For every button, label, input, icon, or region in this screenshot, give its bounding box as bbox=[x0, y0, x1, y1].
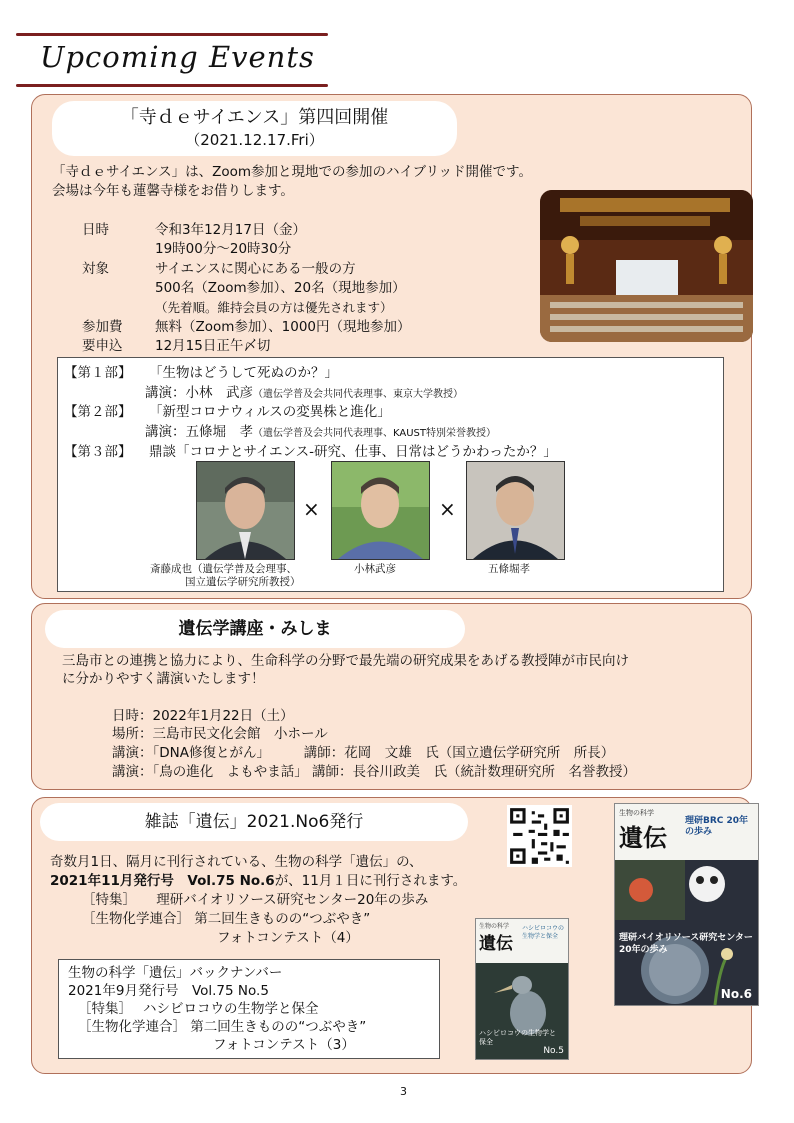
program-lecturer bbox=[145, 384, 463, 404]
event-detail-line: 講演：「DNA修復とがん」 講師：花岡 文雄 氏（国立遺伝学研究所 所長） bbox=[112, 745, 615, 761]
cover-issue: No.6 bbox=[720, 987, 752, 1001]
magazine-intro bbox=[50, 872, 466, 891]
program-part-title: 鼎談「コロナとサイエンス-研究、仕事、日常はどうかわったか？」 bbox=[149, 444, 557, 460]
magazine-item: フォトコンテスト（4） bbox=[82, 930, 359, 946]
program-part-label: 【第２部】 bbox=[64, 404, 132, 420]
detail-value: 12月15日正午〆切 bbox=[155, 338, 271, 354]
program-part-label: 【第３部】 bbox=[64, 444, 132, 460]
event-intro-line: 「寺ｄｅサイエンス」は、Zoom参加と現地での参加のハイブリッド開催です。 bbox=[52, 164, 532, 180]
detail-value: サイエンスに関心にある一般の方 bbox=[155, 261, 356, 277]
program-part-title: 「生物はどうして死ぬのか？」 bbox=[149, 365, 338, 381]
cover-feature: 理研バイオリソース研究センター20年の歩み bbox=[619, 933, 753, 955]
event-date: （2021.12.17.Fri） bbox=[185, 131, 324, 149]
cover-series: 生物の科学 bbox=[479, 923, 510, 930]
cover-title: 遺伝 bbox=[619, 824, 667, 852]
lecturer-affiliation: （遺伝学普及会共同代表理事、東京大学教授） bbox=[253, 389, 463, 400]
page-number: 3 bbox=[400, 1085, 407, 1098]
magazine-cover-no6 bbox=[614, 803, 759, 1006]
detail-value: 19時00分～20時30分 bbox=[155, 241, 292, 257]
temple-photo bbox=[540, 190, 753, 342]
program-lecturer bbox=[145, 423, 496, 443]
event-detail-line: 講演：「鳥の進化 よもやま話」 講師：長谷川政美 氏（統計数理研究所 名誉教授） bbox=[112, 764, 637, 780]
detail-value: 500名（Zoom参加）、20名（現地参加） bbox=[155, 280, 406, 296]
program-part-label: 【第１部】 bbox=[64, 365, 132, 381]
times-symbol: × bbox=[439, 497, 456, 521]
speaker-caption: 小林武彦 bbox=[354, 563, 396, 575]
program-part-title: 「新型コロナウィルスの変異株と進化」 bbox=[149, 404, 391, 420]
magazine-item: ［生物化学連合］ 第二回生きものの“つぶやき” bbox=[82, 911, 371, 927]
event-title: 遺伝学講座・みしま bbox=[178, 619, 332, 639]
event-intro-line: 会場は今年も蓮馨寺様をお借りします。 bbox=[52, 183, 294, 199]
detail-value: （先着順。維持会員の方は優先されます） bbox=[155, 300, 393, 315]
qr-code[interactable] bbox=[507, 805, 572, 867]
cover-series: 生物の科学 bbox=[619, 809, 654, 817]
detail-label: 参加費 bbox=[82, 319, 123, 335]
cover-headline: ハシビロコウの生物学と保全 bbox=[522, 925, 565, 940]
speaker-caption: 五條堀孝 bbox=[488, 563, 530, 575]
lecturer-affiliation: （遺伝学普及会共同代表理事、KAUST特別栄誉教授） bbox=[253, 428, 496, 439]
speaker-photo-saitou bbox=[196, 461, 295, 560]
event-title-pill bbox=[45, 610, 465, 648]
magazine-intro: 奇数月1日、隔月に刊行されている、生物の科学「遺伝」の、 bbox=[50, 854, 423, 870]
magazine-issue: 2021年11月発行号 Vol.75 No.6 bbox=[50, 873, 275, 889]
event-title: 「寺ｄｅサイエンス」第四回開催 bbox=[120, 107, 389, 128]
speaker-photo-gojobori bbox=[466, 461, 565, 560]
detail-value: 無料（Zoom参加）、1000円（現地参加） bbox=[155, 319, 411, 335]
event-title-pill bbox=[52, 101, 457, 156]
page-heading: Upcoming Events bbox=[40, 40, 315, 74]
cover-headline: 理研BRC 20年の歩み bbox=[685, 816, 749, 837]
cover-title: 遺伝 bbox=[479, 934, 513, 954]
heading-rule-bottom bbox=[16, 84, 328, 87]
times-symbol: × bbox=[303, 497, 320, 521]
detail-label: 要申込 bbox=[82, 338, 123, 354]
event-title: 雑誌「遺伝」2021.No6発行 bbox=[144, 812, 364, 832]
backnumber-line: 2021年9月発行号 Vol.75 No.5 bbox=[68, 983, 269, 999]
magazine-item: ［特集］ 理研バイオリソース研究センター20年の歩み bbox=[82, 892, 429, 908]
detail-label: 対象 bbox=[82, 261, 109, 277]
backnumber-line: 生物の科学「遺伝」バックナンバー bbox=[68, 965, 283, 981]
cover-feature: ハシビロコウの生物学と保全 bbox=[479, 1029, 556, 1046]
event-detail-line: 日時：2022年1月22日（土） bbox=[112, 708, 294, 724]
cover-issue: No.5 bbox=[543, 1046, 564, 1056]
magazine-cover-no5 bbox=[475, 918, 569, 1060]
event-intro-line: に分かりやすく講演いたします！ bbox=[62, 671, 265, 687]
speaker-caption: 斎藤成也（遺伝学普及会理事、 bbox=[150, 563, 297, 575]
lecturer-name: 講演：小林 武彦 bbox=[145, 385, 253, 401]
event-intro-line: 三島市との連携と協力により、生命科学の分野で最先端の研究成果をあげる教授陣が市民向け bbox=[62, 653, 629, 669]
magazine-release: が、11月１日に刊行されます。 bbox=[274, 873, 467, 889]
detail-label: 日時 bbox=[82, 222, 109, 238]
backnumber-line: ［生物化学連合］ 第二回生きものの“つぶやき” bbox=[78, 1019, 367, 1035]
detail-value: 令和3年12月17日（金） bbox=[155, 222, 306, 238]
lecturer-name: 講演：五條堀 孝 bbox=[145, 424, 253, 440]
speaker-caption: 国立遺伝学研究所教授） bbox=[185, 576, 301, 588]
backnumber-line: ［特集］ ハシビロコウの生物学と保全 bbox=[78, 1001, 319, 1017]
speaker-photo-kobayashi bbox=[331, 461, 430, 560]
backnumber-line: フォトコンテスト（3） bbox=[78, 1037, 355, 1053]
heading-rule-top bbox=[16, 33, 328, 36]
event-title-pill bbox=[40, 803, 468, 841]
event-detail-line: 場所：三島市民文化会館 小ホール bbox=[112, 726, 328, 742]
